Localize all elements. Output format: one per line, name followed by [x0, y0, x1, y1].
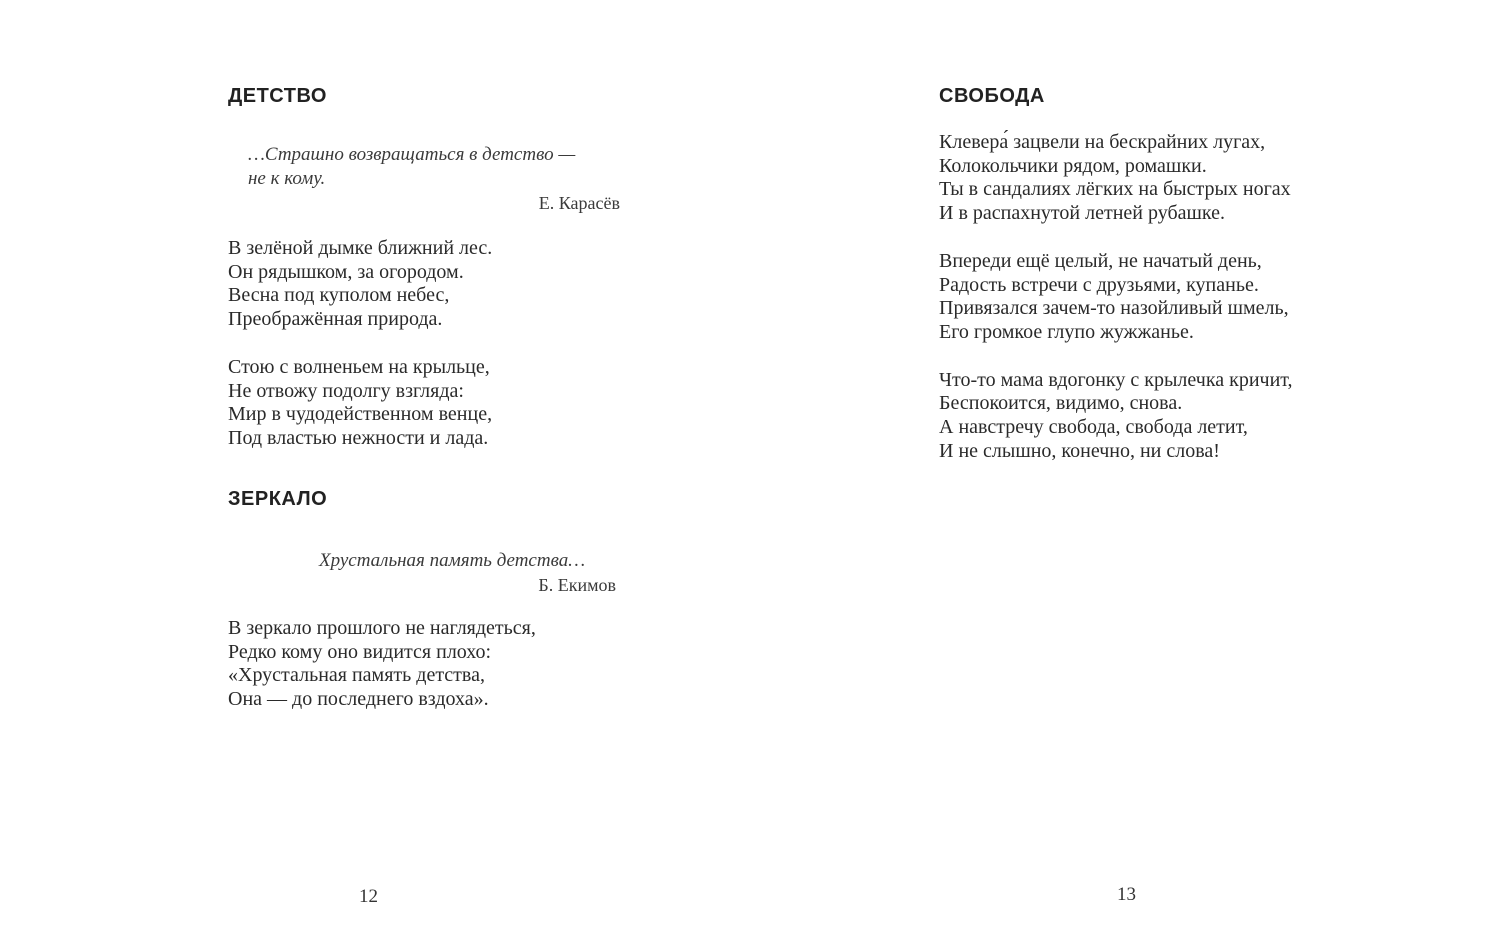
stanza	[939, 131, 1369, 226]
right-page	[750, 0, 1500, 944]
verse-line: Мир в чудодейственном венце,	[228, 403, 493, 426]
verse-line: И не слышно, конечно, ни слова!	[939, 439, 1220, 462]
verse-line: «Хрустальная память детства,	[228, 664, 485, 687]
verse-line: Стою с волненьем на крыльце,	[228, 355, 490, 378]
verse-line: В зеркало прошлого не наглядеться,	[228, 617, 536, 639]
stanza	[939, 369, 1369, 464]
poem-title: СВОБОДА	[939, 85, 1045, 107]
verse-line: Его громкое глупо жужжанье.	[939, 320, 1194, 343]
poem-detstvo	[228, 84, 628, 451]
poem-title: ЗЕРКАЛО	[228, 488, 328, 510]
verse-line: Радость встречи с друзьями, купанье.	[939, 273, 1259, 296]
stanza	[228, 237, 628, 332]
verse-line: Не отвожу подолгу взгляда:	[228, 379, 464, 402]
page-number: 12	[359, 886, 378, 907]
stanza	[939, 250, 1369, 345]
epigraph-author: Е. Карасёв	[538, 193, 620, 213]
epigraph-line: …Страшно возвращаться в детство —	[248, 144, 576, 165]
verse-line: Под властью нежности и лада.	[228, 426, 489, 449]
verse-line: В зелёной дымке ближний лес.	[228, 237, 493, 259]
poem-title: ДЕТСТВО	[228, 85, 327, 107]
verse-line: Беспокоится, видимо, снова.	[939, 392, 1183, 415]
verse-line: Что-то мама вдогонку с крылечка кричит,	[939, 368, 1293, 391]
stanza	[228, 356, 628, 451]
epigraph	[228, 143, 620, 215]
poem-svoboda	[939, 84, 1369, 463]
epigraph	[228, 549, 616, 597]
verse-line: Клевера́ зацвели на бескрайних лугах,	[939, 131, 1266, 153]
verse-line: А навстречу свобода, свобода летит,	[939, 416, 1248, 439]
verse-line: Она — до последнего вздоха».	[228, 688, 489, 711]
verse-line: Преображённая природа.	[228, 308, 443, 331]
verse-line: Весна под куполом небес,	[228, 284, 450, 307]
verse-line: Впереди ещё целый, не начатый день,	[939, 249, 1262, 272]
verse-line: Колокольчики рядом, ромашки.	[939, 154, 1207, 177]
verse-line: Привязался зачем-то назойливый шмель,	[939, 297, 1289, 320]
epigraph-line: не к кому.	[248, 168, 326, 189]
verse-line: И в распахнутой летней рубашке.	[939, 202, 1226, 225]
epigraph-author: Б. Екимов	[538, 575, 616, 595]
verse-line: Ты в сандалиях лёгких на быстрых ногах	[939, 178, 1291, 201]
page-number: 13	[1117, 884, 1136, 905]
verse-line: Он рядышком, за огородом.	[228, 260, 464, 283]
verse-line: Редко кому оно видится плохо:	[228, 640, 492, 663]
epigraph-line: Хрустальная память детства…	[319, 550, 586, 571]
stanza	[228, 617, 628, 712]
poem-zerkalo	[228, 487, 628, 712]
